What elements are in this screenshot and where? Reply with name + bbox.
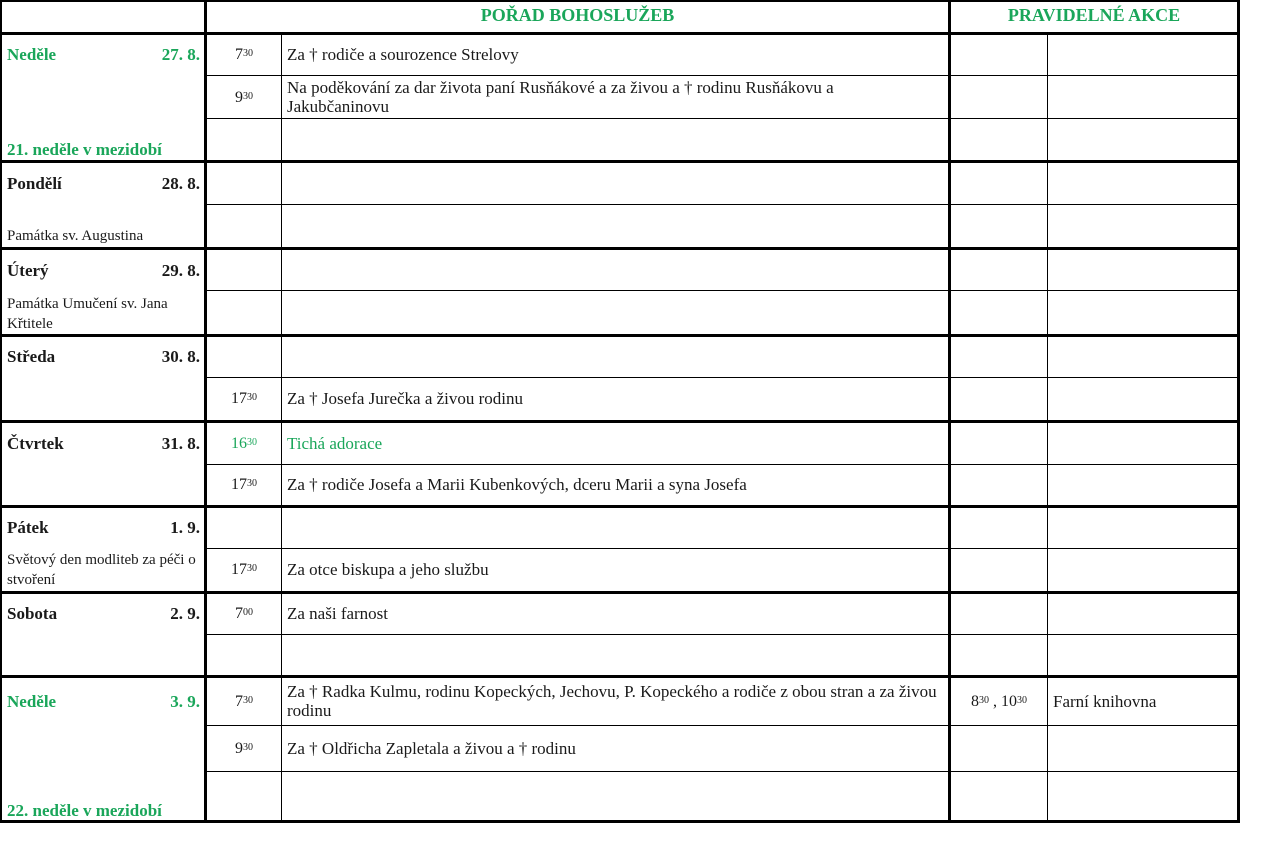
- day-date: 29. 8.: [161, 261, 200, 280]
- day-name: Pátek: [7, 518, 49, 537]
- service-time: $7^{30}$: [235, 693, 253, 710]
- row-divider: [207, 290, 1240, 291]
- day-name: Neděle: [7, 45, 57, 64]
- day-name: Úterý: [7, 261, 49, 280]
- regular-event-label: Farní knihovna: [1053, 692, 1157, 711]
- day-name: Středa: [7, 347, 56, 366]
- table-border-top: [0, 0, 1240, 2]
- day-name: Čtvrtek: [7, 434, 64, 453]
- service-time: $9^{30}$: [235, 740, 253, 757]
- day-subtitle: Památka Umučení sv. Jana Křtitele: [7, 296, 168, 332]
- day-divider: [0, 420, 1240, 423]
- row-divider: [207, 464, 1240, 465]
- col-divider: [281, 35, 282, 822]
- row-divider: [207, 118, 1240, 119]
- service-intention: Za † Radka Kulmu, rodinu Kopeckých, Jechovu, P. Kopeckého a rodiče z obou stran a za živou rodinu: [287, 682, 937, 720]
- regular-events-header: PRAVIDELNÉ AKCE: [1007, 5, 1181, 25]
- row-divider: [207, 75, 1240, 76]
- day-date: 2. 9.: [170, 604, 200, 623]
- table-border-bottom: [0, 820, 1240, 823]
- table-border-left: [0, 0, 2, 823]
- day-name: Sobota: [7, 604, 58, 623]
- day-divider: [0, 675, 1240, 678]
- row-divider: [207, 771, 1240, 772]
- day-divider: [0, 334, 1240, 337]
- service-intention: Tichá adorace: [287, 434, 383, 453]
- services-header: POŘAD BOHOSLUŽEB: [480, 5, 675, 25]
- day-date: 30. 8.: [161, 347, 200, 366]
- day-divider: [0, 247, 1240, 250]
- day-divider: [0, 505, 1240, 508]
- row-divider: [207, 548, 1240, 549]
- day-name: Neděle: [7, 692, 57, 711]
- day-subtitle: Památka sv. Augustina: [7, 228, 144, 244]
- service-time: $17^{30}$: [231, 561, 257, 578]
- service-intention: Za † rodiče a sourozence Strelovy: [287, 45, 519, 64]
- service-time: $17^{30}$: [231, 476, 257, 493]
- service-intention: Za † Oldřicha Zapletala a živou a † rodinu: [287, 739, 576, 758]
- col-divider: [1047, 35, 1048, 822]
- service-time: $17^{30}$: [231, 390, 257, 407]
- row-divider: [207, 634, 1240, 635]
- day-subtitle: Světový den modliteb za péči o stvoření: [7, 552, 196, 588]
- day-subtitle: 22. neděle v mezidobí: [7, 801, 162, 820]
- service-time: $7^{00}$: [235, 605, 253, 622]
- row-divider: [0, 32, 1240, 35]
- service-intention: Za naši farnost: [287, 604, 389, 623]
- service-intention: Na poděkování za dar života paní Rusňákové a za živou a † rodinu Rusňákovu a Jakubčaninovu: [287, 78, 834, 116]
- service-intention: Za otce biskupa a jeho službu: [287, 560, 489, 579]
- day-date: 3. 9.: [170, 692, 200, 711]
- service-time: $7^{30}$: [235, 46, 253, 63]
- regular-event-times: $8^{30}$ , $10^{30}$: [971, 693, 1027, 710]
- day-date: 1. 9.: [170, 518, 200, 537]
- service-intention: Za † rodiče Josefa a Marii Kubenkových, dceru Marii a syna Josefa: [287, 475, 747, 494]
- row-divider: [207, 204, 1240, 205]
- service-time: $16^{30}$: [231, 435, 257, 452]
- day-name: Pondělí: [7, 174, 62, 193]
- service-time: $9^{30}$: [235, 89, 253, 106]
- service-intention: Za † Josefa Jurečka a živou rodinu: [287, 389, 524, 408]
- day-date: 27. 8.: [161, 45, 200, 64]
- day-divider: [0, 160, 1240, 163]
- row-divider: [207, 377, 1240, 378]
- day-date: 28. 8.: [161, 174, 200, 193]
- day-date: 31. 8.: [161, 434, 200, 453]
- table-border-right: [1237, 0, 1240, 823]
- row-divider: [207, 725, 1240, 726]
- day-subtitle: 21. neděle v mezidobí: [7, 140, 162, 159]
- day-divider: [0, 591, 1240, 594]
